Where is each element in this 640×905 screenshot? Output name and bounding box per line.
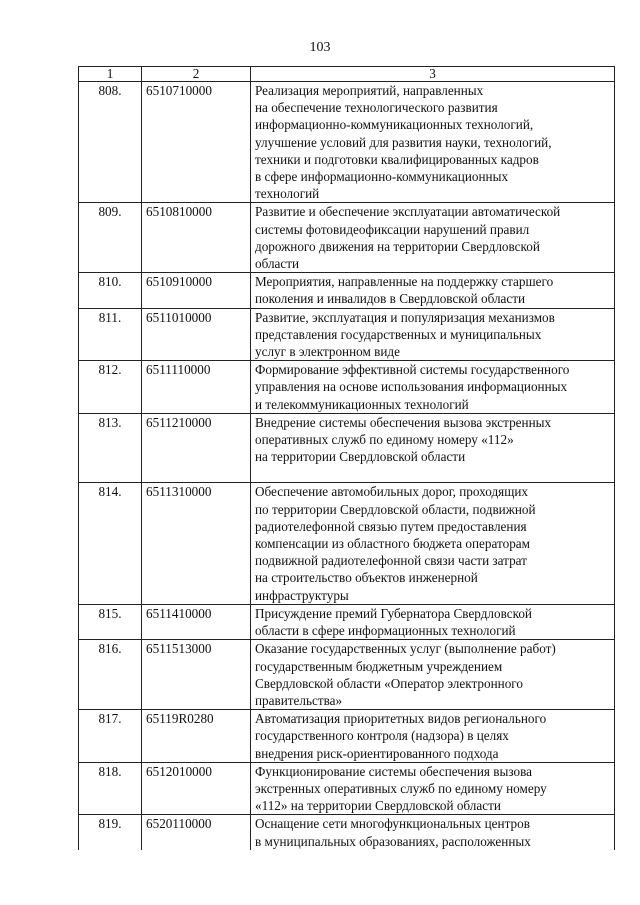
- table-row: [79, 273, 615, 308]
- row-number: 809.: [79, 203, 142, 273]
- description-line: Развитие, эксплуатация и популяризация механизмов: [255, 309, 555, 325]
- row-number: 810.: [79, 273, 142, 308]
- row-number: 819.: [79, 815, 142, 850]
- row-code: 6511110000: [142, 361, 251, 414]
- description-line: радиотелефонной связью путем предоставления: [255, 518, 527, 534]
- description-line: области в сфере информационных технологий: [255, 623, 516, 639]
- table-header-row: [79, 67, 615, 82]
- table-row: [79, 710, 615, 763]
- row-number: 808.: [79, 82, 142, 203]
- description-line: по территории Свердловской области, подвижной: [255, 501, 536, 517]
- row-code: 6511410000: [142, 604, 251, 639]
- row-description: [251, 762, 615, 815]
- description-line: оперативных служб по единому номеру «112»: [255, 432, 514, 448]
- description-line: представления государственных и муниципальных: [255, 326, 542, 342]
- description-line: Внедрение системы обеспечения вызова экстренных: [255, 414, 552, 430]
- description-line: правительства»: [255, 692, 343, 708]
- description-line: дорожного движения на территории Свердловской: [255, 238, 540, 254]
- row-code: 6510810000: [142, 203, 251, 273]
- description-line: подвижной радиотелефонной связи части затрат: [255, 553, 527, 569]
- table-row: [79, 640, 615, 710]
- row-description: [251, 604, 615, 639]
- row-code: 6520110000: [142, 815, 251, 850]
- row-description: [251, 413, 615, 483]
- row-number: 816.: [79, 640, 142, 710]
- description-line: государственным бюджетным учреждением: [255, 658, 503, 674]
- row-description: [251, 815, 615, 850]
- description-line: Оснащение сети многофункциональных центров: [255, 816, 530, 832]
- description-line: и телекоммуникационных технологий: [255, 396, 469, 412]
- table-row: [79, 604, 615, 639]
- description-line: экстренных оперативных служб по единому номеру: [255, 780, 547, 796]
- row-description: [251, 640, 615, 710]
- table-row: [79, 483, 615, 604]
- row-description: [251, 361, 615, 414]
- description-line: управления на основе использования информационных: [255, 379, 568, 395]
- table-row: [79, 203, 615, 273]
- description-line: компенсации из областного бюджета операторам: [255, 536, 530, 552]
- description-line: технологий: [255, 186, 320, 202]
- description-line: поколения и инвалидов в Свердловской области: [255, 291, 526, 307]
- table-body: [79, 82, 615, 850]
- description-line: на обеспечение технологического развития: [255, 100, 498, 116]
- row-code: 6510710000: [142, 82, 251, 203]
- table-row: [79, 308, 615, 361]
- description-line: техники и подготовки квалифицированных кадров: [255, 151, 539, 167]
- description-line: Развитие и обеспечение эксплуатации автоматической: [255, 204, 561, 220]
- row-code: 65119R0280: [142, 710, 251, 763]
- row-description: [251, 308, 615, 361]
- row-number: 817.: [79, 710, 142, 763]
- row-number: 818.: [79, 762, 142, 815]
- description-line: Формирование эффективной системы государственного: [255, 362, 570, 378]
- description-line: улучшение условий для развития науки, технологий,: [255, 134, 552, 150]
- description-line: в муниципальных образованиях, расположенных: [255, 833, 531, 849]
- row-code: 6511513000: [142, 640, 251, 710]
- table-row: [79, 413, 615, 483]
- description-line: внедрения риск-ориентированного подхода: [255, 745, 499, 761]
- column-header-code: 2: [142, 67, 251, 82]
- description-line: услуг в электронном виде: [255, 344, 400, 360]
- description-line: Обеспечение автомобильных дорог, проходящих: [255, 484, 529, 500]
- description-line: Присуждение премий Губернатора Свердловской: [255, 605, 532, 621]
- row-code: 6511010000: [142, 308, 251, 361]
- description-line: области: [255, 256, 300, 272]
- row-code: 6510910000: [142, 273, 251, 308]
- description-line: «112» на территории Свердловской области: [255, 798, 501, 814]
- description-line: информационно-коммуникационных технологий,: [255, 117, 534, 133]
- budget-code-table: [78, 66, 615, 850]
- description-line: Автоматизация приоритетных видов регионального: [255, 711, 547, 727]
- description-line: Оказание государственных услуг (выполнение работ): [255, 641, 556, 657]
- description-line: Реализация мероприятий, направленных: [255, 83, 484, 98]
- table-row: [79, 361, 615, 414]
- table-row: [79, 815, 615, 850]
- row-number: 815.: [79, 604, 142, 639]
- row-description: [251, 710, 615, 763]
- row-number: 811.: [79, 308, 142, 361]
- description-line: на территории Свердловской области: [255, 449, 466, 465]
- row-number: 814.: [79, 483, 142, 604]
- column-header-description: 3: [251, 67, 615, 82]
- row-description: [251, 273, 615, 308]
- page-number: 103: [309, 40, 331, 55]
- row-description: [251, 82, 615, 203]
- description-line: в сфере информационно-коммуникационных: [255, 169, 509, 185]
- row-code: 6511210000: [142, 413, 251, 483]
- description-line: Мероприятия, направленные на поддержку старшего: [255, 274, 554, 290]
- column-header-number: 1: [79, 67, 142, 82]
- row-description: [251, 483, 615, 604]
- table-row: [79, 762, 615, 815]
- description-line: системы фотовидеофиксации нарушений правил: [255, 221, 530, 237]
- row-number: 813.: [79, 413, 142, 483]
- description-line: государственного контроля (надзора) в целях: [255, 728, 509, 744]
- description-line: Функционирование системы обеспечения вызова: [255, 763, 532, 779]
- row-number: 812.: [79, 361, 142, 414]
- row-code: 6511310000: [142, 483, 251, 604]
- row-description: [251, 203, 615, 273]
- description-line: инфраструктуры: [255, 587, 349, 603]
- row-code: 6512010000: [142, 762, 251, 815]
- description-line: Свердловской области «Оператор электронного: [255, 675, 523, 691]
- description-line: на строительство объектов инженерной: [255, 570, 478, 586]
- table-row: [79, 82, 615, 203]
